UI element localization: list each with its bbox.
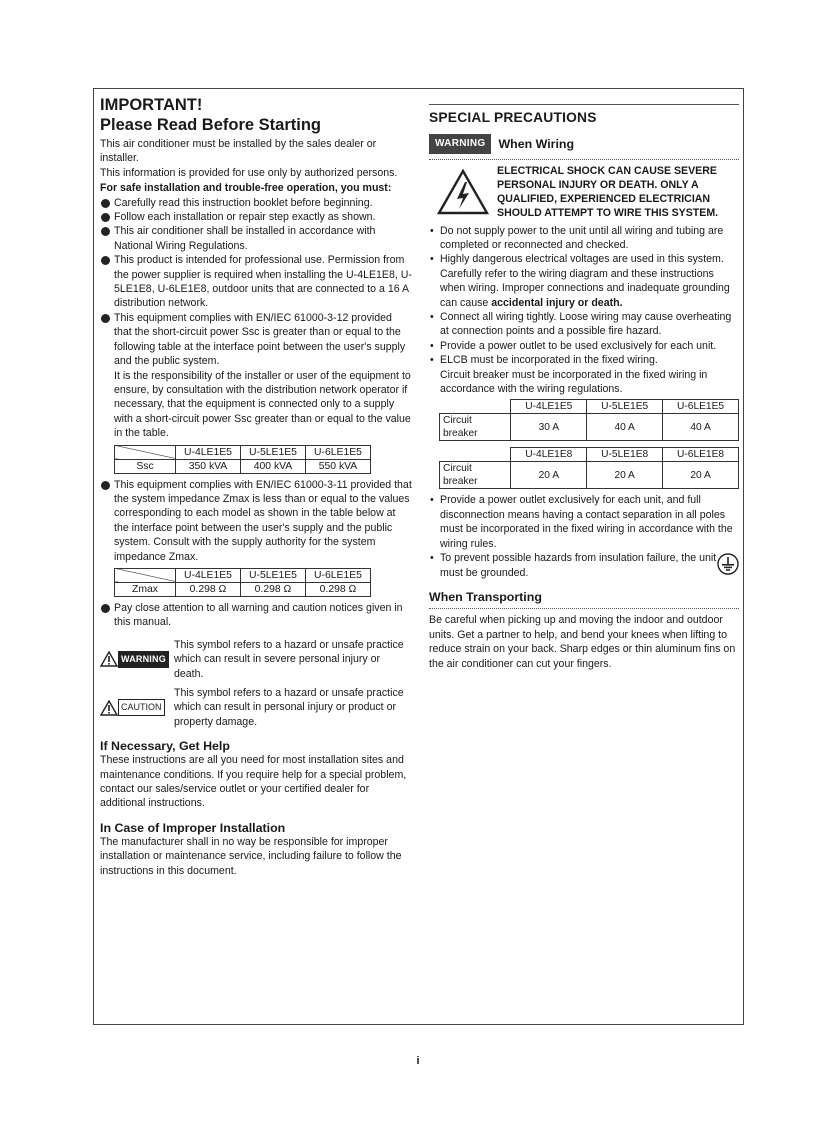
transport-text: Be careful when picking up and moving the indoor and outdoor units. Get a partner to help, and bend your knees when lifting to reduce strain on your back. Sharp edges or thin aluminum fins on the air conditioner can cut your fingers. [429, 614, 736, 670]
table-cell: 350 kVA [176, 459, 241, 473]
page-number: i [416, 1055, 420, 1067]
bullet-read-booklet: Carefully read this instruction booklet before beginning. [100, 196, 412, 210]
bullet-follow-steps: Follow each installation or repair step exactly as shown. [100, 210, 412, 224]
table-cell: 400 kVA [241, 459, 306, 473]
help-text: These instructions are all you need for most installation sites and maintenance conditions. If you require help for a special problem, contact our sales/service outlet or your certified dealer for additional instructions. [100, 754, 407, 810]
table-row [440, 414, 739, 441]
table-header: U-6LE1E5 [663, 400, 739, 414]
zmax-table [114, 568, 371, 597]
bullet-exclusive-outlet: • Provide a power outlet exclusively for each unit, and full disconnection means having a contact separation in all poles must be incorporated in the fixed wiring in accordance with the wiring rules. [429, 493, 739, 551]
ssc-table [114, 445, 371, 474]
elcb-text-a: • ELCB must be incorporated in the fixed wiring. [440, 354, 658, 367]
voltage-text-b [440, 267, 739, 310]
shock-warning-text: ELECTRICAL SHOCK CAN CAUSE SEVERE PERSONAL INJURY OR DEATH. ONLY A QUALIFIED, EXPERIENCED ELECTRICIAN SHOULD ATTEMPT TO WIRE THIS SYSTEM. [497, 165, 719, 219]
table-header: U-6LE1E5 [306, 445, 371, 459]
table-row [440, 400, 739, 414]
bullet-professional-use: This product is intended for professional use. Permission from the power supplier is required when installing the U-4LE1E8, U-5LE1E8, U-6LE1E8, outdoor units that are connected to a 16 A distribution network. [100, 253, 412, 311]
table-blank-cell [440, 448, 511, 462]
bullet-attention: Pay close attention to all warning and caution notices given in this manual. [100, 601, 412, 630]
voltage-text-b-main: Carefully refer to the wiring diagram and these instructions when wiring. Improper connections and inadequate grounding can cause [440, 267, 730, 309]
elcb-text-b: Circuit breaker must be incorporated in the fixed wiring in accordance with the wiring regulations. [440, 368, 708, 396]
table-cell: 20 A [587, 462, 663, 489]
bullet-elcb [429, 353, 739, 396]
left-column [100, 95, 412, 878]
table-header: U-4LE1E5 [511, 400, 587, 414]
table-header: U-5LE1E5 [241, 445, 306, 459]
table-row-label: Circuit breaker [440, 414, 511, 441]
grounding-text: • To prevent possible hazards from insulation failure, the unit must be grounded. [440, 552, 717, 579]
table-cell: 0.298 Ω [176, 582, 241, 596]
when-wiring-title: When Wiring [498, 137, 575, 151]
caution-symbol-row [100, 686, 412, 729]
table-cell: 20 A [663, 462, 739, 489]
when-wiring-header [429, 134, 739, 160]
table-row-label: Zmax [115, 582, 176, 596]
high-voltage-icon [437, 169, 489, 215]
warning-symbol-row [100, 638, 412, 681]
warning-label: WARNING [429, 134, 491, 154]
bullet-zmax: This equipment complies with EN/IEC 61000-3-11 provided that the system impedance Zmax is less than or equal to the values corresponding to each model as shown in the table below at the interface point between the user's supply and the public system. Consult with the supply authority for the system impedance Zmax. [100, 478, 412, 564]
improper-text: The manufacturer shall in no way be responsible for improper installation or maintenance service, including failure to follow the instructions in this document. [100, 835, 402, 877]
table-row [115, 582, 371, 596]
circuit-breaker-table-1 [439, 399, 739, 441]
ssc-text-b: It is the responsibility of the installer or user of the equipment to ensure, by consultation with the distribution network operator if necessary, that the equipment is connected only to a supply with a short-circuit power Ssc greater than or equal to the value in the table. [114, 369, 411, 440]
bullet-grounding [429, 551, 739, 580]
voltage-text-c: accidental injury or death. [491, 296, 623, 309]
shock-symbol [429, 165, 497, 220]
bullet-dangerous-voltage [429, 252, 739, 310]
table-header: U-4LE1E5 [176, 445, 241, 459]
table-row [115, 445, 371, 459]
intro-text-2: This information is provided for use only by authorized persons. [100, 166, 398, 179]
table-header: U-5LE1E8 [587, 448, 663, 462]
bullet-ssc [100, 311, 412, 441]
table-blank-cell [440, 400, 511, 414]
table-header: U-5LE1E5 [587, 400, 663, 414]
electric-shock-warning [429, 165, 739, 220]
warning-badge: WARNING [118, 651, 169, 667]
right-column [429, 104, 739, 671]
bullet-no-power: • Do not supply power to the unit until all wiring and tubing are completed or reconnected and checked. [429, 224, 739, 253]
intro-text-1: This air conditioner must be installed by the sales dealer or installer. [100, 138, 377, 165]
table-row [115, 459, 371, 473]
table-corner-cell [115, 445, 176, 459]
read-before-title: Please Read Before Starting [100, 116, 321, 134]
bullet-power-outlet: • Provide a power outlet to be used exclusively for each unit. [429, 339, 739, 353]
bullet-wiring-regulations: This air conditioner shall be installed in accordance with National Wiring Regulations. [100, 224, 412, 253]
table-header: U-4LE1E5 [176, 568, 241, 582]
table-row [440, 462, 739, 489]
caution-symbol [100, 686, 174, 729]
voltage-text-a: • Highly dangerous electrical voltages are used in this system. [440, 253, 724, 266]
caution-triangle-icon [100, 700, 118, 716]
caution-description: This symbol refers to a hazard or unsafe practice which can result in personal injury or product or property damage. [174, 687, 404, 728]
table-header: U-5LE1E5 [241, 568, 306, 582]
caution-badge: CAUTION [118, 699, 165, 715]
warning-triangle-icon [100, 651, 118, 667]
table-cell: 0.298 Ω [241, 582, 306, 596]
table-row-label: Circuit breaker [440, 462, 511, 489]
ground-icon [717, 553, 739, 575]
when-transporting-title: When Transporting [429, 590, 739, 609]
table-cell: 20 A [511, 462, 587, 489]
important-title: IMPORTANT! [100, 96, 203, 114]
ssc-text-a: This equipment complies with EN/IEC 61000-3-12 provided that the short-circuit power Ssc is greater than or equal to the following table at the interface point between the user's supply and the public system. [114, 311, 406, 368]
table-cell: 550 kVA [306, 459, 371, 473]
table-row [440, 448, 739, 462]
must-heading: For safe installation and trouble-free operation, you must: [100, 182, 392, 195]
warning-symbol [100, 638, 174, 681]
table-row [115, 568, 371, 582]
table-row-label: Ssc [115, 459, 176, 473]
warning-description: This symbol refers to a hazard or unsafe practice which can result in severe personal injury or death. [174, 638, 404, 680]
table-header: U-6LE1E8 [663, 448, 739, 462]
special-precautions-title: SPECIAL PRECAUTIONS [429, 104, 739, 126]
table-cell: 30 A [511, 414, 587, 441]
circuit-breaker-table-2 [439, 447, 739, 489]
table-cell: 40 A [663, 414, 739, 441]
table-corner-cell [115, 568, 176, 582]
table-cell: 0.298 Ω [306, 582, 371, 596]
improper-heading: In Case of Improper Installation [100, 820, 286, 835]
bullet-connect-tightly: • Connect all wiring tightly. Loose wiring may cause overheating at connection points and a possible fire hazard. [429, 310, 739, 339]
table-header: U-4LE1E8 [511, 448, 587, 462]
table-cell: 40 A [587, 414, 663, 441]
help-heading: If Necessary, Get Help [100, 739, 230, 754]
table-header: U-6LE1E5 [306, 568, 371, 582]
